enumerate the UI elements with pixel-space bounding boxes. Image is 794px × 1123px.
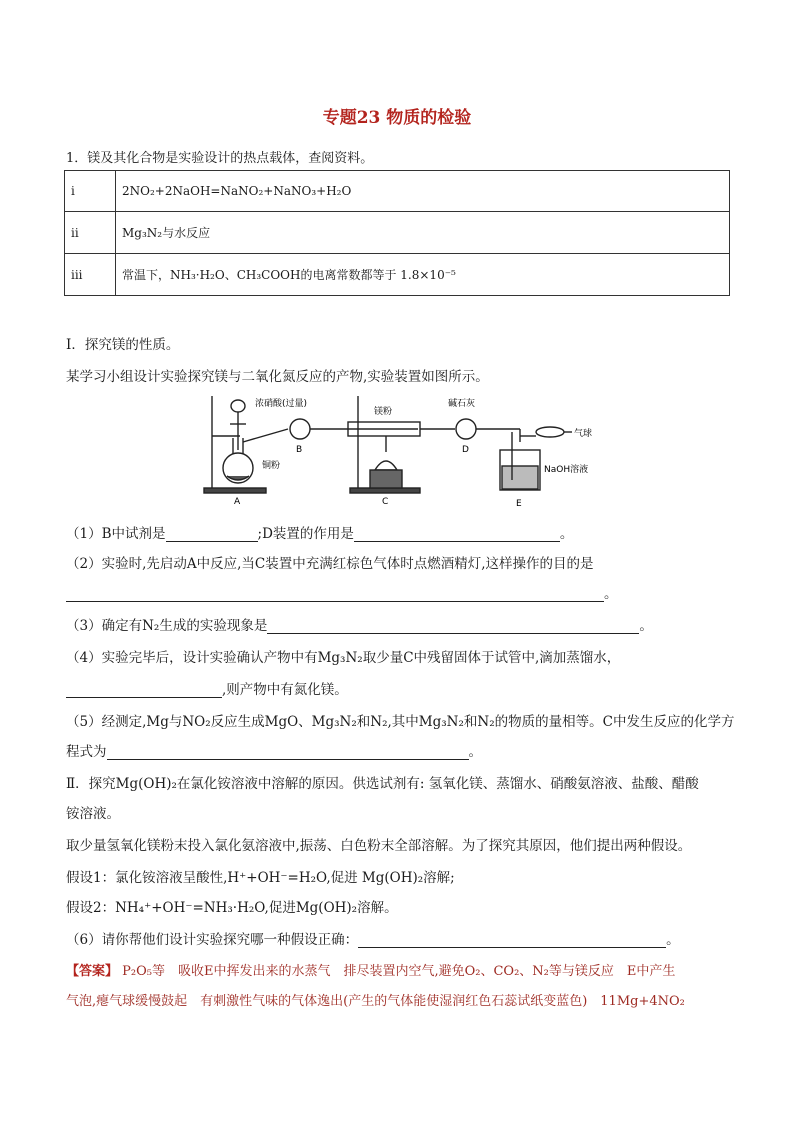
question-text: 。	[604, 586, 618, 602]
info-table	[64, 170, 730, 296]
question-4-blank-line	[66, 678, 348, 698]
row-number: iii	[65, 254, 116, 296]
answer-blank[interactable]	[166, 527, 258, 542]
question-text: ;D装置的作用是	[257, 526, 354, 542]
label-cu: 铜粉	[262, 461, 281, 471]
part1-heading: Ⅰ．探究镁的性质。	[66, 337, 180, 353]
row-content: 常温下，NH₃·H₂O、CH₃COOH的电离常数都等于 1.8×10⁻⁵	[116, 254, 730, 296]
row-number: i	[65, 171, 116, 212]
label-d: D	[462, 445, 469, 455]
label-a: A	[234, 497, 241, 507]
row-content: Mg₃N₂与水反应	[116, 212, 730, 254]
question-2: （2）实验时,先启动A中反应,当C装置中充满红棕色气体时点燃酒精灯,这样操作的目的是	[66, 556, 594, 572]
question-text: 。	[639, 618, 653, 634]
question-text: 。	[468, 744, 482, 760]
hypothesis-2: 假设2：NH₄⁺+OH⁻=NH₃·H₂O,促进Mg(OH)₂溶解。	[66, 900, 398, 916]
question-text: 程式为	[66, 744, 107, 760]
answer-blank[interactable]	[354, 527, 560, 542]
apparatus-diagram	[200, 392, 600, 512]
answer-blank[interactable]	[107, 745, 469, 760]
label-naoh: NaOH溶液	[544, 465, 589, 475]
page-title: 专题23 物质的检验	[322, 108, 472, 128]
question-1	[66, 522, 573, 542]
label-hno3: 浓硝酸(过量)	[255, 399, 308, 409]
label-c: C	[382, 497, 389, 507]
answer-blank[interactable]	[358, 933, 666, 948]
answer-tag: 【答案】	[66, 964, 119, 979]
question-5: （5）经测定,Mg与NO₂反应生成MgO、Mg₃N₂和N₂,其中Mg₃N₂和N₂的物质的量相等。C中发生反应的化学方	[66, 714, 735, 730]
answer-text: P₂O₅等 吸收E中挥发出来的水蒸气 排尽装置内空气,避免O₂、CO₂、N₂等与镁反应 E中产生	[122, 964, 676, 979]
answer-blank[interactable]	[66, 587, 604, 602]
part2-line3: 取少量氢氧化镁粉末投入氯化氨溶液中,振荡、白色粉末全部溶解。为了探究其原因，他们提出两种假设。	[66, 838, 692, 854]
hypothesis-1: 假设1：氯化铵溶液呈酸性,H⁺+OH⁻=H₂O,促进 Mg(OH)₂溶解;	[66, 870, 455, 886]
question-text: 。	[666, 932, 680, 948]
part2-line2: 铵溶液。	[66, 806, 120, 822]
question-text: （6）请你帮他们设计实验探究哪一种假设正确：	[66, 932, 359, 948]
answer-blank[interactable]	[267, 619, 639, 634]
part1-setup: 某学习小组设计实验探究镁与二氧化氮反应的产物,实验装置如图所示。	[66, 369, 489, 385]
table-row	[65, 171, 730, 212]
row-number: ii	[65, 212, 116, 254]
label-balloon: 气球	[574, 429, 593, 439]
question-3	[66, 614, 653, 634]
part2-line1: Ⅱ．探究Mg(OH)₂在氯化铵溶液中溶解的原因。供选试剂有: 氢氧化镁、蒸馏水、硝酸氨溶液、盐酸、醋酸	[66, 776, 699, 792]
question-4: （4）实验完毕后，设计实验确认产物中有Mg₃N₂取少量C中残留固体于试管中,滴加蒸馏水，	[66, 650, 621, 666]
row-content: 2NO₂+2NaOH=NaNO₂+NaNO₃+H₂O	[116, 171, 730, 212]
question-2-blank-line	[66, 582, 618, 602]
intro-text: 1．镁及其化合物是实验设计的热点载体，查阅资料。	[66, 151, 374, 166]
answer-line-2: 气泡,瘪气球缓慢鼓起 有刺激性气味的气体逸出(产生的气体能使湿润红色石蕊试纸变蓝色) 11Mg+4NO₂	[66, 994, 685, 1009]
answer-blank[interactable]	[66, 683, 222, 698]
label-mg: 镁粉	[374, 407, 393, 417]
answer-line-1	[66, 960, 675, 979]
question-5-blank-line	[66, 740, 482, 760]
question-text: ,则产物中有氮化镁。	[222, 682, 348, 698]
table-row	[65, 212, 730, 254]
question-text: 。	[559, 526, 574, 542]
question-6	[66, 928, 680, 948]
question-text: （3）确定有N₂生成的实验现象是	[66, 618, 268, 634]
question-text: （1）B中试剂是	[66, 526, 166, 542]
label-e: E	[516, 499, 522, 509]
label-lime: 碱石灰	[448, 399, 476, 409]
label-b: B	[296, 445, 303, 455]
table-row	[65, 254, 730, 296]
